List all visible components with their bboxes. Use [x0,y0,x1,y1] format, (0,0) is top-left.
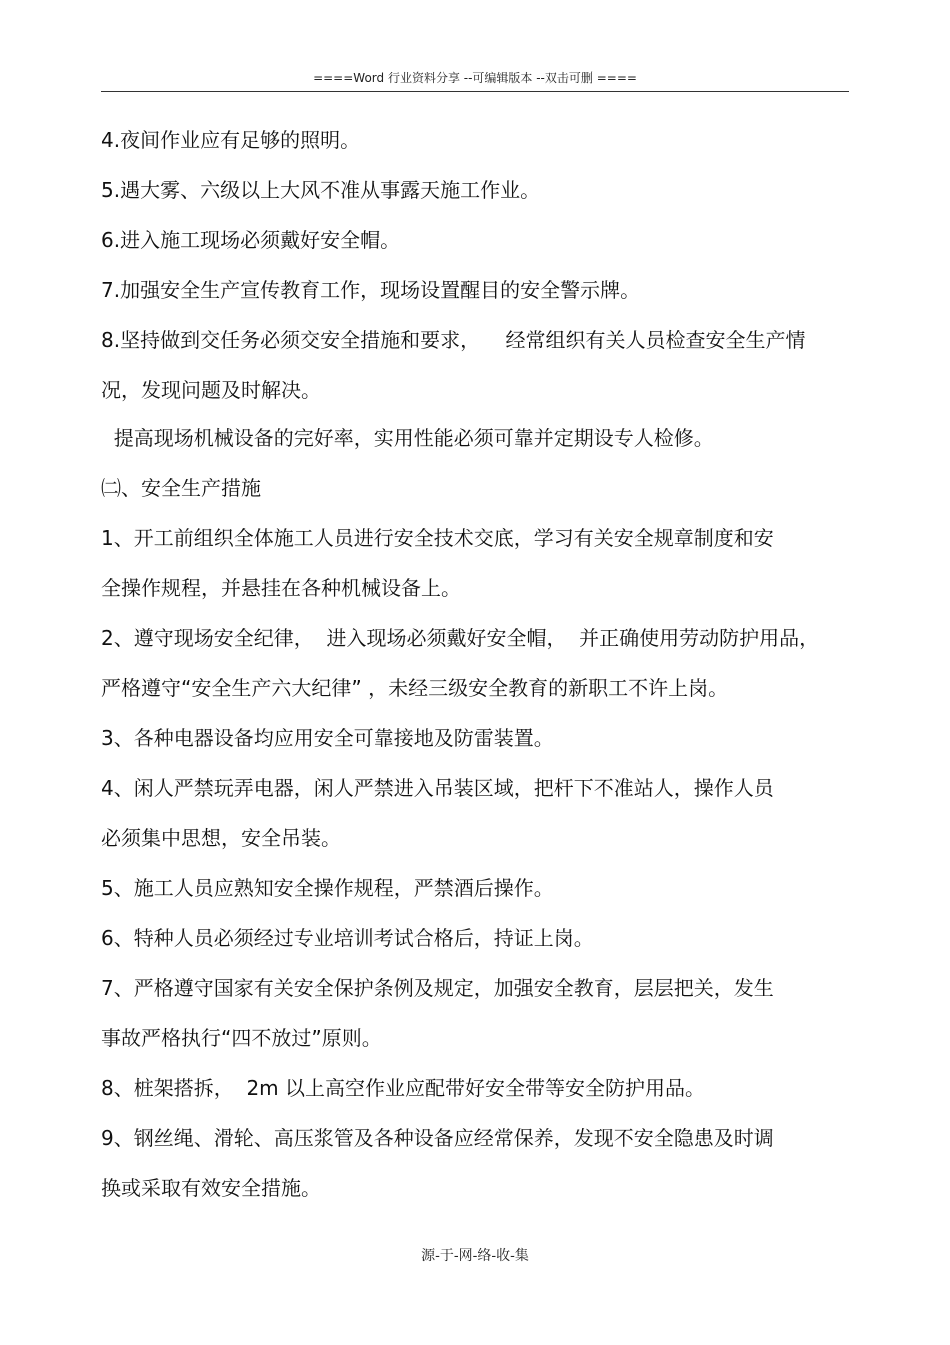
page-footer: 源-于-网-络-收-集 [421,1248,529,1264]
paragraph-line: 8、桩架搭拆， 2m 以上高空作业应配带好安全带等安全防护用品。 [101,1076,706,1100]
paragraph-line: 1、开工前组织全体施工人员进行安全技术交底，学习有关安全规章制度和安 [101,526,774,550]
paragraph-line: 9、钢丝绳、滑轮、高压浆管及各种设备应经常保养，发现不安全隐患及时调 [101,1126,774,1150]
paragraph-line: 况，发现问题及时解决。 [101,378,321,402]
paragraph-line: 5、施工人员应熟知安全操作规程，严禁酒后操作。 [101,876,554,900]
paragraph-line: 事故严格执行“四不放过”原则。 [101,1026,382,1050]
paragraph-line: 3、各种电器设备均应用安全可靠接地及防雷装置。 [101,726,554,750]
paragraph-line: 5.遇大雾、六级以上大风不准从事露天施工作业。 [101,178,541,202]
paragraph-line: 全操作规程，并悬挂在各种机械设备上。 [101,576,461,600]
paragraph-line: 2、遵守现场安全纪律， 进入现场必须戴好安全帽， 并正确使用劳动防护用品， [101,626,820,650]
paragraph-line: 换或采取有效安全措施。 [101,1176,321,1200]
paragraph-line: 严格遵守“安全生产六大纪律” ，未经三级安全教育的新职工不许上岗。 [101,676,729,700]
paragraph-line: 4、闲人严禁玩弄电器，闲人严禁进入吊装区域，把杆下不准站人，操作人员 [101,776,774,800]
paragraph-line: 提高现场机械设备的完好率，实用性能必须可靠并定期设专人检修。 [101,426,714,450]
header-divider [101,91,849,92]
page-header: ====Word 行业资料分享 --可编辑版本 --双击可删 ==== [313,71,637,85]
paragraph-line: 6.进入施工现场必须戴好安全帽。 [101,228,401,252]
paragraph-line: 4.夜间作业应有足够的照明。 [101,128,361,152]
section-heading: ㈡、安全生产措施 [101,476,261,500]
paragraph-line: 必须集中思想，安全吊装。 [101,826,341,850]
paragraph-line: 7、严格遵守国家有关安全保护条例及规定，加强安全教育，层层把关，发生 [101,976,774,1000]
paragraph-line: 7.加强安全生产宣传教育工作，现场设置醒目的安全警示牌。 [101,278,641,302]
paragraph-line: 6、特种人员必须经过专业培训考试合格后，持证上岗。 [101,926,594,950]
paragraph-line: 8.坚持做到交任务必须交安全措施和要求， 经常组织有关人员检查安全生产情 [101,328,806,352]
